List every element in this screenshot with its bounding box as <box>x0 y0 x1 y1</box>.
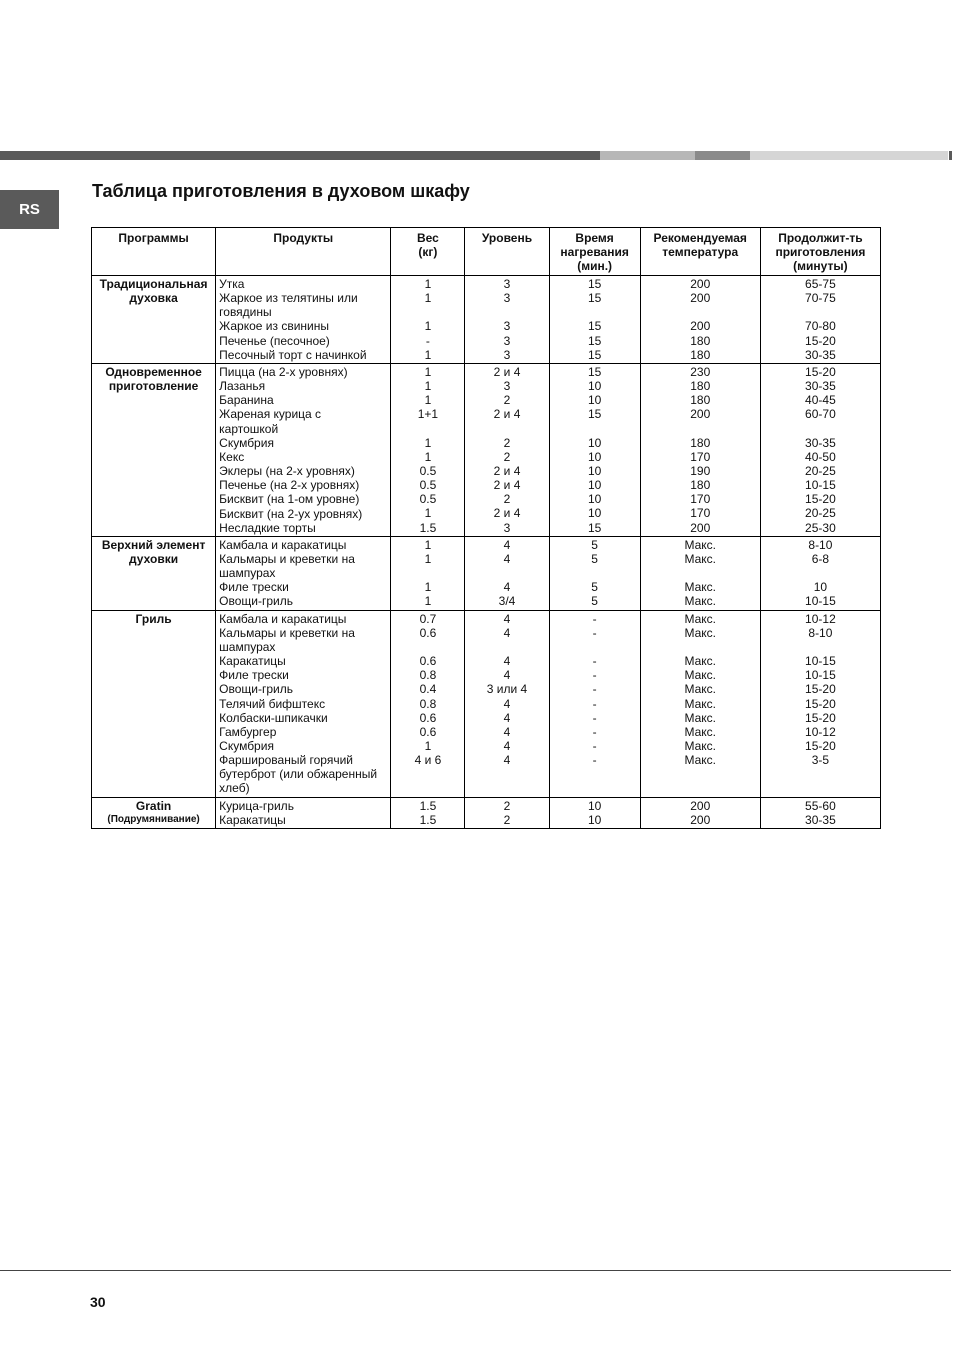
temperature-value: 200 <box>690 319 711 334</box>
header-preheat-time: Время нагревания (мин.) <box>549 228 640 276</box>
temperature-value: 170 <box>690 506 711 521</box>
duration-value: 65-75 <box>805 277 836 291</box>
level-value: 3 или 4 <box>486 682 528 697</box>
level-value: 2 и 4 <box>493 478 521 493</box>
level-value <box>468 781 545 795</box>
level-cell <box>465 536 549 610</box>
product-value: Камбала и каракатицы <box>219 611 347 626</box>
temperature-value: 180 <box>690 478 711 493</box>
temperature-value: 180 <box>690 435 711 450</box>
level-value: 2 и 4 <box>493 506 521 521</box>
level-value: 3 <box>503 333 511 348</box>
weight-value <box>394 422 461 436</box>
duration-value: 10-15 <box>805 478 836 493</box>
weight-value: 0.6 <box>419 625 437 640</box>
duration-value <box>764 566 877 580</box>
duration-value <box>764 422 877 436</box>
temperature-value <box>644 422 757 436</box>
temperature-value: 170 <box>690 492 711 507</box>
program-cell: Гриль <box>92 610 216 797</box>
weight-value: 0.5 <box>419 492 437 507</box>
duration-value: 15-20 <box>805 492 836 507</box>
duration-value: 25-30 <box>805 520 836 535</box>
temperature-cell <box>640 536 760 610</box>
table-row <box>92 797 881 828</box>
preheat-value: - <box>592 654 597 669</box>
temperature-value: Макс. <box>684 654 716 669</box>
weight-value: 1 <box>424 506 432 521</box>
weight-value: 1 <box>424 594 432 609</box>
table-row <box>92 363 881 536</box>
weight-value: 0.4 <box>419 682 437 697</box>
duration-value: 10-12 <box>805 611 836 626</box>
product-value: Кальмары и креветки на <box>219 551 355 566</box>
duration-value <box>764 640 877 654</box>
header-bar-dark <box>0 151 600 160</box>
product-value: Овощи-гриль <box>219 682 293 697</box>
product-cell <box>216 797 391 828</box>
level-value <box>468 566 545 580</box>
level-value: 3 <box>503 277 511 291</box>
preheat-value: 10 <box>587 393 602 408</box>
preheat-value <box>553 767 637 781</box>
duration-value: 10-15 <box>805 594 836 609</box>
product-value: Печенье (песочное) <box>219 333 330 348</box>
temperature-cell <box>640 610 760 797</box>
duration-value: 30-35 <box>805 435 836 450</box>
product-value: Утка <box>219 277 245 291</box>
product-value: Гамбургер <box>219 724 277 739</box>
product-value: Колбаски-шпикачки <box>219 710 328 725</box>
weight-value: 1 <box>424 291 432 306</box>
weight-value: 1.5 <box>419 798 437 813</box>
weight-value: 1 <box>424 277 432 291</box>
duration-value: 8-10 <box>808 625 833 640</box>
product-value: картошкой <box>219 421 279 436</box>
table-row <box>92 610 881 797</box>
weight-value: 0.8 <box>419 696 437 711</box>
level-cell <box>465 610 549 797</box>
weight-value: 1 <box>424 379 432 394</box>
product-value: Жаркое из свинины <box>219 319 329 334</box>
language-tab: RS <box>0 190 59 229</box>
product-value: Жаркое из телятины или <box>219 291 358 306</box>
product-cell <box>216 610 391 797</box>
program-cell: Одновременное приготовление <box>92 363 216 536</box>
header-bar-end <box>949 151 952 160</box>
header-products: Продукты <box>216 228 391 276</box>
preheat-value: 15 <box>587 520 602 535</box>
level-value <box>468 422 545 436</box>
weight-value <box>394 640 461 654</box>
duration-value: 8-10 <box>808 537 833 552</box>
preheat-value: - <box>592 625 597 640</box>
preheat-cell <box>549 797 640 828</box>
duration-value: 15-20 <box>805 364 836 379</box>
temperature-value: Макс. <box>684 738 716 753</box>
weight-cell <box>391 536 465 610</box>
level-value: 4 <box>503 724 511 739</box>
temperature-value: 190 <box>690 464 711 479</box>
weight-value: 1+1 <box>417 407 439 422</box>
weight-value: 0.8 <box>419 668 437 683</box>
weight-cell <box>391 610 465 797</box>
duration-value: 70-75 <box>805 291 836 306</box>
preheat-value: - <box>592 753 597 768</box>
preheat-value <box>553 566 637 580</box>
temperature-value: Макс. <box>684 682 716 697</box>
product-value: шампурах <box>219 566 276 581</box>
product-cell <box>216 363 391 536</box>
temperature-value: Макс. <box>684 611 716 626</box>
weight-value: 1.5 <box>419 812 437 827</box>
page-title: Таблица приготовления в духовом шкафу <box>92 181 470 201</box>
preheat-value: 10 <box>587 435 602 450</box>
duration-value: 30-35 <box>805 379 836 394</box>
preheat-value: 5 <box>591 537 598 552</box>
temperature-value: 200 <box>690 798 711 813</box>
duration-value <box>764 305 877 319</box>
header-bar-light <box>600 151 695 160</box>
preheat-value <box>553 640 637 654</box>
level-value: 4 <box>503 654 511 669</box>
temperature-value: 180 <box>690 379 711 394</box>
temperature-cell <box>640 363 760 536</box>
weight-value: 1 <box>424 347 432 362</box>
footer-rule <box>0 1270 951 1271</box>
product-value: Печенье (на 2-х уровнях) <box>219 478 360 493</box>
product-value: Кекс <box>219 449 245 464</box>
program-cell: Gratin (Подрумянивание) <box>92 797 216 828</box>
level-value: 4 <box>503 753 511 768</box>
temperature-value: 200 <box>690 520 711 535</box>
duration-value: 15-20 <box>805 333 836 348</box>
header-weight: Вес (кг) <box>391 228 465 276</box>
table-row <box>92 276 881 364</box>
duration-cell <box>760 363 880 536</box>
duration-value: 30-35 <box>805 812 836 827</box>
program-subtitle: (Подрумянивание) <box>107 813 200 825</box>
header-bar-pale <box>750 151 948 160</box>
weight-value: 0.5 <box>419 478 437 493</box>
temperature-value: 230 <box>690 364 711 379</box>
weight-value: 4 и 6 <box>414 753 442 768</box>
temperature-cell <box>640 276 760 364</box>
level-value: 3 <box>503 319 511 334</box>
preheat-value: 15 <box>587 333 602 348</box>
weight-cell <box>391 363 465 536</box>
preheat-value: 15 <box>587 407 602 422</box>
weight-value: 0.6 <box>419 654 437 669</box>
temperature-value: 180 <box>690 347 711 362</box>
preheat-value: 5 <box>591 551 598 566</box>
product-value: Филе трески <box>219 668 289 683</box>
duration-value: 10-15 <box>805 654 836 669</box>
weight-value: 1 <box>424 364 432 379</box>
product-value: Курица-гриль <box>219 798 294 813</box>
preheat-value: 10 <box>587 478 602 493</box>
level-value: 2 и 4 <box>493 364 521 379</box>
weight-value: 1 <box>424 393 432 408</box>
duration-value: 20-25 <box>805 464 836 479</box>
product-value: говядины <box>219 305 272 320</box>
product-value: Каракатицы <box>219 654 286 669</box>
duration-value: 40-50 <box>805 449 836 464</box>
level-value: 2 <box>503 435 511 450</box>
preheat-value <box>553 305 637 319</box>
product-value: Эклеры (на 2-х уровнях) <box>219 464 355 479</box>
product-value: Филе трески <box>219 580 289 595</box>
temperature-value <box>644 305 757 319</box>
weight-value: 1 <box>424 435 432 450</box>
duration-value <box>764 767 877 781</box>
level-value <box>468 767 545 781</box>
preheat-value: - <box>592 710 597 725</box>
weight-value: 0.6 <box>419 710 437 725</box>
preheat-value: - <box>592 682 597 697</box>
level-value: 4 <box>503 696 511 711</box>
product-value: Камбала и каракатицы <box>219 537 347 552</box>
level-value: 4 <box>503 738 511 753</box>
level-value: 4 <box>503 668 511 683</box>
product-value: Фаршированый горячий <box>219 753 353 768</box>
preheat-value: 10 <box>587 798 602 813</box>
weight-value: 1 <box>424 319 432 334</box>
duration-cell <box>760 610 880 797</box>
duration-cell <box>760 536 880 610</box>
weight-value: 1 <box>424 580 432 595</box>
product-value: Кальмары и креветки на <box>219 625 355 640</box>
level-cell <box>465 363 549 536</box>
preheat-cell <box>549 536 640 610</box>
temperature-value: 200 <box>690 812 711 827</box>
header-programs: Программы <box>92 228 216 276</box>
duration-value: 10 <box>813 580 828 595</box>
temperature-value: Макс. <box>684 696 716 711</box>
preheat-value: 10 <box>587 379 602 394</box>
level-value: 2 и 4 <box>493 464 521 479</box>
header-bar-mid <box>695 151 750 160</box>
level-value: 2 <box>503 798 511 813</box>
preheat-value: 15 <box>587 319 602 334</box>
duration-value: 55-60 <box>805 798 836 813</box>
weight-value: 1 <box>424 537 432 552</box>
level-value: 2 <box>503 492 511 507</box>
preheat-value: 15 <box>587 347 602 362</box>
level-value: 2 <box>503 449 511 464</box>
weight-value <box>394 305 461 319</box>
duration-value <box>764 781 877 795</box>
product-value: Скумбрия <box>219 435 274 450</box>
level-value: 4 <box>503 710 511 725</box>
duration-value: 15-20 <box>805 696 836 711</box>
preheat-value: 15 <box>587 291 602 306</box>
weight-value <box>394 566 461 580</box>
temperature-value: 200 <box>690 291 711 306</box>
level-cell <box>465 276 549 364</box>
temperature-value: Макс. <box>684 625 716 640</box>
weight-value: 0.7 <box>419 611 437 626</box>
product-value: Бисквит (на 2-ух уровнях) <box>219 506 363 521</box>
weight-value: 0.5 <box>419 464 437 479</box>
product-value: бутерброт (или обжаренный <box>219 767 378 782</box>
product-value: Бисквит (на 1-ом уровне) <box>219 492 360 507</box>
duration-cell <box>760 797 880 828</box>
level-cell <box>465 797 549 828</box>
preheat-value <box>553 422 637 436</box>
weight-value <box>394 781 461 795</box>
level-value: 4 <box>503 580 511 595</box>
temperature-value: 180 <box>690 393 711 408</box>
temperature-value: 180 <box>690 333 711 348</box>
weight-value: 1 <box>424 738 432 753</box>
temperature-value: Макс. <box>684 668 716 683</box>
level-value: 3 <box>503 520 511 535</box>
preheat-value: 5 <box>591 580 598 595</box>
weight-value: 1 <box>424 449 432 464</box>
temperature-value: Макс. <box>684 551 716 566</box>
duration-cell <box>760 276 880 364</box>
temperature-value <box>644 781 757 795</box>
temperature-value: Макс. <box>684 537 716 552</box>
temperature-value: Макс. <box>684 594 716 609</box>
table-row <box>92 536 881 610</box>
product-value: Телячий бифштекс <box>219 696 326 711</box>
product-value: Каракатицы <box>219 812 286 827</box>
preheat-value: - <box>592 724 597 739</box>
product-cell <box>216 536 391 610</box>
preheat-value <box>553 781 637 795</box>
temperature-value: 170 <box>690 449 711 464</box>
temperature-value: 200 <box>690 407 711 422</box>
preheat-value: - <box>592 696 597 711</box>
weight-value: - <box>425 333 430 348</box>
duration-value: 10-15 <box>805 668 836 683</box>
temperature-value: Макс. <box>684 580 716 595</box>
table-header-row <box>92 228 881 276</box>
duration-value: 40-45 <box>805 393 836 408</box>
product-value: Баранина <box>219 393 274 408</box>
product-value: Овощи-гриль <box>219 594 293 609</box>
weight-value <box>394 767 461 781</box>
level-value: 2 <box>503 812 511 827</box>
preheat-cell <box>549 276 640 364</box>
level-value: 3 <box>503 291 511 306</box>
duration-value: 70-80 <box>805 319 836 334</box>
product-value: хлеб) <box>219 781 250 796</box>
level-value: 4 <box>503 611 511 626</box>
preheat-value: 10 <box>587 492 602 507</box>
preheat-value: 10 <box>587 449 602 464</box>
level-value: 3 <box>503 379 511 394</box>
temperature-value: Макс. <box>684 724 716 739</box>
product-value: шампурах <box>219 639 276 654</box>
duration-value: 10-12 <box>805 724 836 739</box>
product-value: Скумбрия <box>219 739 274 753</box>
weight-value: 1.5 <box>419 520 437 535</box>
level-value: 4 <box>503 625 511 640</box>
temperature-value <box>644 640 757 654</box>
preheat-cell <box>549 610 640 797</box>
header-recommended-temperature: Рекомендуемая температура <box>640 228 760 276</box>
weight-value: 0.6 <box>419 724 437 739</box>
product-cell <box>216 276 391 364</box>
header-level: Уровень <box>465 228 549 276</box>
duration-value: 6-8 <box>811 551 830 566</box>
level-value: 3/4 <box>498 594 516 609</box>
preheat-value: - <box>592 611 597 626</box>
program-cell: Традициональная духовка <box>92 276 216 364</box>
program-cell: Верхний элемент духовки <box>92 536 216 610</box>
weight-value: 1 <box>424 551 432 566</box>
duration-value: 20-25 <box>805 506 836 521</box>
preheat-value: 15 <box>587 277 602 291</box>
preheat-value: 10 <box>587 812 602 827</box>
temperature-value: 200 <box>690 277 711 291</box>
product-value: Жареная курица с <box>219 407 322 422</box>
cooking-table <box>91 227 881 829</box>
duration-value: 15-20 <box>805 738 836 753</box>
preheat-value: - <box>592 668 597 683</box>
product-value: Пицца (на 2-х уровнях) <box>219 364 348 379</box>
temperature-value: Макс. <box>684 710 716 725</box>
level-value: 4 <box>503 551 511 566</box>
preheat-value: 10 <box>587 506 602 521</box>
temperature-value <box>644 767 757 781</box>
table-body <box>92 276 881 829</box>
level-value: 2 <box>503 393 511 408</box>
level-value: 3 <box>503 347 511 362</box>
page-number: 30 <box>90 1294 106 1310</box>
duration-value: 15-20 <box>805 682 836 697</box>
product-value: Несладкие торты <box>219 520 316 535</box>
temperature-value: Макс. <box>684 753 716 768</box>
level-value <box>468 305 545 319</box>
level-value <box>468 640 545 654</box>
temperature-cell <box>640 797 760 828</box>
preheat-value: 10 <box>587 464 602 479</box>
level-value: 2 и 4 <box>493 407 521 422</box>
product-value: Песочный торт с начинкой <box>219 347 367 362</box>
preheat-value: 5 <box>591 594 598 609</box>
duration-value: 60-70 <box>805 407 836 422</box>
level-value: 4 <box>503 537 511 552</box>
product-value: Лазанья <box>219 379 266 394</box>
duration-value: 30-35 <box>805 347 836 362</box>
preheat-value: 15 <box>587 364 602 379</box>
preheat-cell <box>549 363 640 536</box>
weight-cell <box>391 276 465 364</box>
header-cooking-duration: Продолжит-ть приготовления (минуты) <box>760 228 880 276</box>
duration-value: 15-20 <box>805 710 836 725</box>
weight-cell <box>391 797 465 828</box>
duration-value: 3-5 <box>811 753 830 768</box>
temperature-value <box>644 566 757 580</box>
preheat-value: - <box>592 738 597 753</box>
